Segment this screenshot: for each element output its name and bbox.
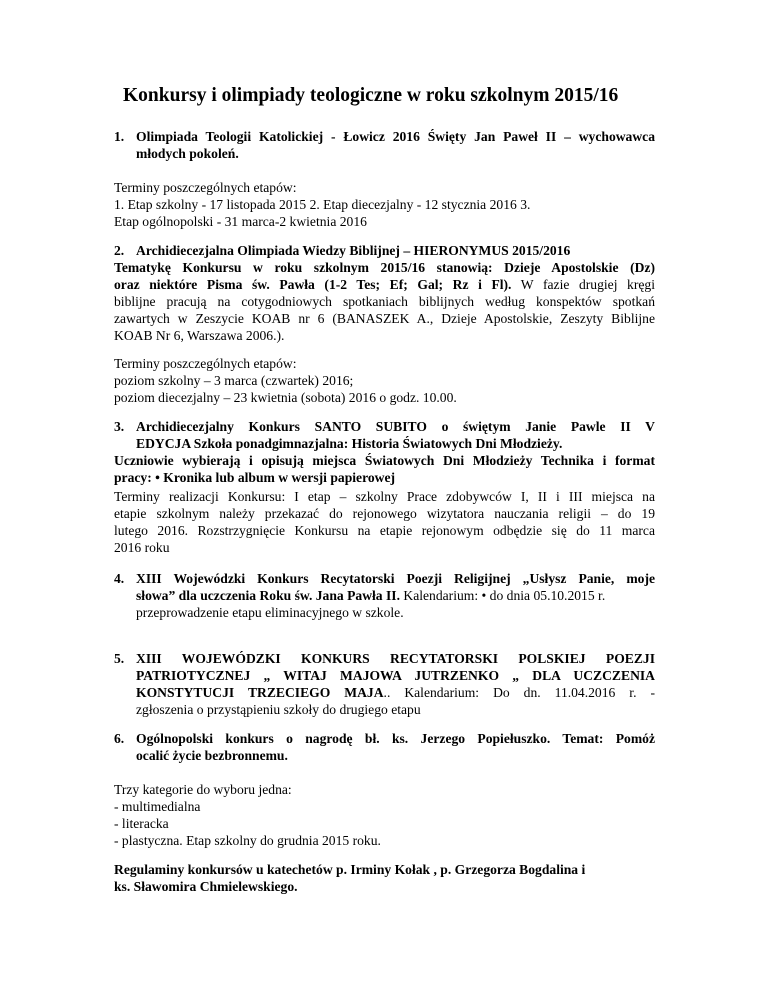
section-heading [114, 587, 655, 604]
paragraph [114, 259, 655, 276]
paragraph [114, 878, 655, 895]
bold-text: Uczniowie wybierają i opisują miejsca Światowych Dni Młodzieży Technika i format [114, 453, 655, 468]
bold-text: słowa” dla uczczenia Roku św. Jana Pawła II. [136, 588, 400, 603]
section-2 [114, 242, 655, 344]
paragraph: 2016 roku [114, 540, 170, 555]
paragraph: zawartych w Zeszycie KOAB nr 6 (BANASZEK A., Dzieje Apostolskie, Zeszyty Biblijne [114, 311, 655, 326]
paragraph: poziom diecezjalny – 23 kwietnia (sobota) 2016 o godz. 10.00. [114, 390, 457, 405]
section-number: 6. [114, 731, 125, 746]
paragraph: 1. Etap szkolny - 17 listopada 2015 2. Etap diecezjalny - 12 stycznia 2016 3. [114, 197, 531, 212]
paragraph [114, 276, 655, 293]
section-5 [114, 650, 655, 718]
text: .. Kalendarium: Do dn. 11.04.2016 r. - [383, 685, 655, 700]
paragraph: etapie szkolnym należy przekazać do rejonowego wizytatora nauczania religii – do 19 [114, 506, 655, 521]
paragraph: biblijne pracują na cotygodniowych spotkaniach biblijnych według konspektów spotkań [114, 294, 655, 309]
footer-note [114, 861, 655, 895]
section-3 [114, 418, 655, 486]
list-item: - multimedialna [114, 799, 201, 814]
document-title: Konkursy i olimpiady teologiczne w roku szkolnym 2015/16 [123, 85, 619, 106]
paragraph: lutego 2016. Rozstrzygnięcie Konkursu na etapie rejonowym odbędzie się do 11 marca [114, 523, 655, 538]
list-item: - literacka [114, 816, 169, 831]
paragraph [114, 452, 655, 469]
section-heading: PATRIOTYCZNEJ „ WITAJ MAJOWA JUTRZENKO „ DLA UCZCZENIA [136, 668, 655, 683]
paragraph: Terminy poszczególnych etapów: [114, 356, 297, 371]
text: W fazie drugiej kręgi [511, 277, 655, 292]
paragraph: Trzy kategorie do wyboru jedna: [114, 782, 292, 797]
paragraph: zgłoszenia o przystąpieniu szkoły do drugiego etapu [136, 702, 421, 717]
section-heading: młodych pokoleń. [136, 146, 239, 161]
paragraph: Terminy poszczególnych etapów: [114, 180, 297, 195]
section-number: 5. [114, 651, 125, 666]
section-heading: XIII WOJEWÓDZKI KONKURS RECYTATORSKI POLSKIEJ POEZJI [136, 651, 655, 666]
section-number: 1. [114, 129, 125, 144]
section-number: 4. [114, 571, 125, 586]
bold-text: KONSTYTUCJI TRZECIEGO MAJA [136, 685, 384, 700]
paragraph: KOAB Nr 6, Warszawa 2006.). [114, 328, 285, 343]
bold-text: pracy: • Kronika lub album w wersji papierowej [114, 470, 396, 485]
paragraph: Etap ogólnopolski - 31 marca-2 kwietnia 2016 [114, 214, 367, 229]
paragraph [114, 469, 655, 486]
section-6-body [114, 781, 655, 849]
section-heading: Archidiecezjalna Olimpiada Wiedzy Biblijnej – HIERONYMUS 2015/2016 [136, 243, 571, 258]
section-1-body [114, 179, 655, 230]
paragraph [114, 861, 655, 878]
section-number: 2. [114, 243, 125, 258]
section-4 [114, 570, 655, 621]
section-number: 3. [114, 419, 125, 434]
section-heading: Ogólnopolski konkurs o nagrodę bł. ks. Jerzego Popiełuszko. Temat: Pomóż [136, 731, 655, 746]
section-6 [114, 730, 655, 764]
section-heading: Olimpiada Teologii Katolickiej - Łowicz 2016 Święty Jan Paweł II – wychowawca [136, 129, 655, 144]
section-3-body [114, 488, 655, 556]
bold-text: oraz niektóre Pisma św. Pawła (1-2 Tes; Ef; Gal; Rz i Fl). [114, 277, 512, 292]
bold-text: ks. Sławomira Chmielewskiego. [114, 879, 298, 894]
paragraph: przeprowadzenie etapu eliminacyjnego w szkole. [136, 605, 404, 620]
paragraph: poziom szkolny – 3 marca (czwartek) 2016; [114, 373, 354, 388]
section-heading: ocalić życie bezbronnemu. [136, 748, 288, 763]
section-2-body [114, 355, 655, 406]
bold-text: Regulaminy konkursów u katechetów p. Irminy Kołak , p. Grzegorza Bogdalina i [114, 862, 586, 877]
text: Kalendarium: • do dnia 05.10.2015 r. [399, 588, 606, 603]
list-item: - plastyczna. Etap szkolny do grudnia 2015 roku. [114, 833, 381, 848]
section-heading: EDYCJA Szkoła ponadgimnazjalna: Historia Światowych Dni Młodzieży. [136, 436, 563, 451]
bold-text: Tematykę Konkursu w roku szkolnym 2015/16 stanowią: Dzieje Apostolskie (Dz) [114, 260, 655, 275]
section-heading [114, 684, 655, 701]
section-heading: XIII Wojewódzki Konkurs Recytatorski Poezji Religijnej „Usłysz Panie, moje [136, 571, 655, 586]
paragraph: Terminy realizacji Konkursu: I etap – szkolny Prace zdobywców I, II i III miejsca na [114, 489, 655, 504]
section-1 [114, 128, 655, 162]
section-heading: Archidiecezjalny Konkurs SANTO SUBITO o świętym Janie Pawle II V [136, 419, 655, 434]
